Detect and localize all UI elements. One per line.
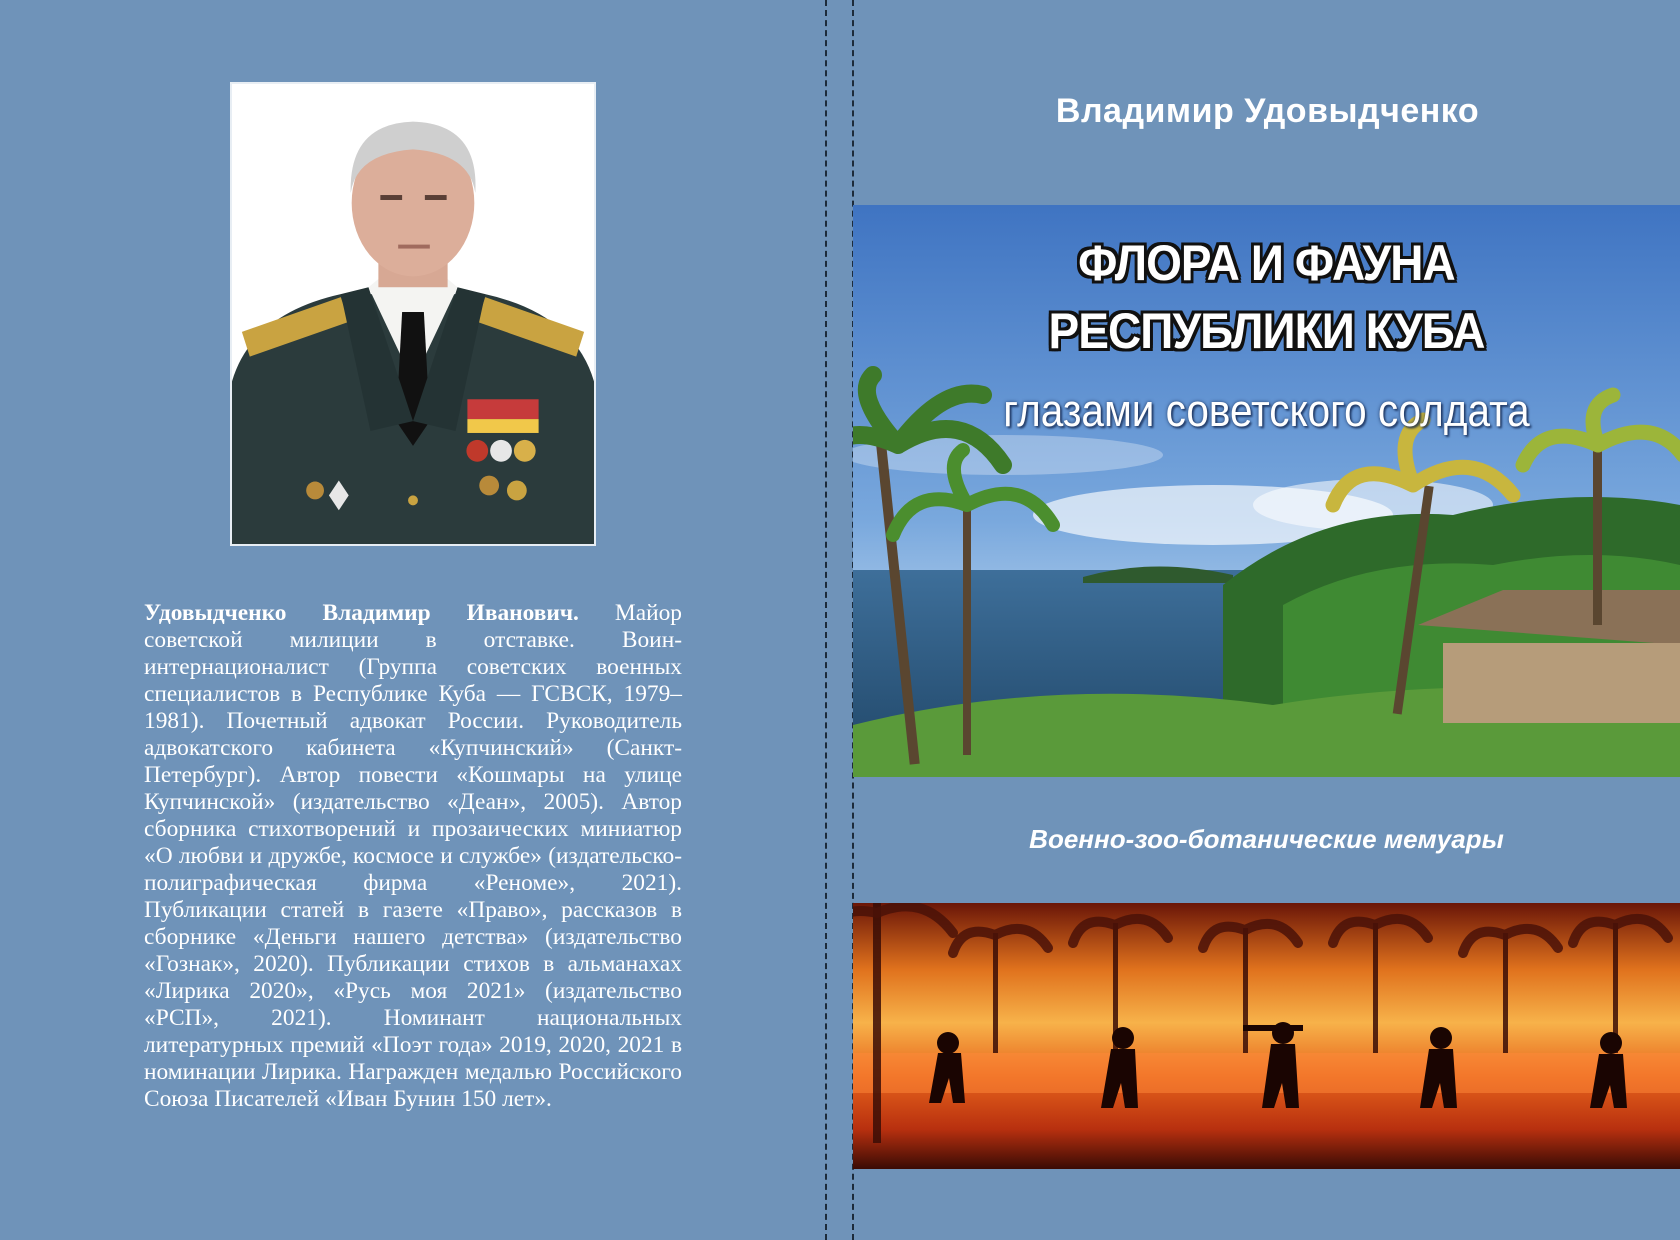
author-photo (230, 82, 596, 546)
bio-author-name: Удовыдченко Владимир Иванович. (144, 600, 579, 626)
book-title-line-1: ФЛОРА И ФАУНА (1078, 235, 1455, 291)
book-subtitle: глазами советского солдата (1003, 385, 1530, 436)
spine-guide-left (825, 0, 827, 1240)
bio-text: Майор советской милиции в отставке. Воин-интернационалист (Группа советских военных специалистов в Республике Куба — ГСВСК, 1979–1981). Почетный адвокат России. Руководитель адвокатского кабинета «Купчинский» (Санкт-Петербург). Автор повести «Кошмары на улице Купчинской» (издательство «Деан», 2005). Автор сборника стихотворений и прозаических миниатюр «О любви и дружбе, космосе и службе» (издательско-полиграфическая фирма «Реноме», 2021). Публикации статей в газете «Право», рассказов в сборнике «Деньги нашего детства» (издательство «Гознак», 2020). Публикации стихов в альманахах «Лирика 2020», «Русь моя 2021» (издательство «РСП», 2021). Номинант национальных литературных премий «Поэт года» 2019, 2020, 2021 в номинации Лирика. Награжден медалью Российского Союза Писателей «Иван Бунин 150 лет». (144, 600, 682, 1112)
book-genre: Военно-зоо-ботанические мемуары (1029, 824, 1504, 854)
soldiers-sunset-image (853, 903, 1680, 1169)
front-author-name: Владимир Удовыдченко (1055, 92, 1480, 130)
author-bio (144, 600, 682, 1113)
book-title-line-2: РЕСПУБЛИКИ КУБА (1048, 303, 1485, 359)
